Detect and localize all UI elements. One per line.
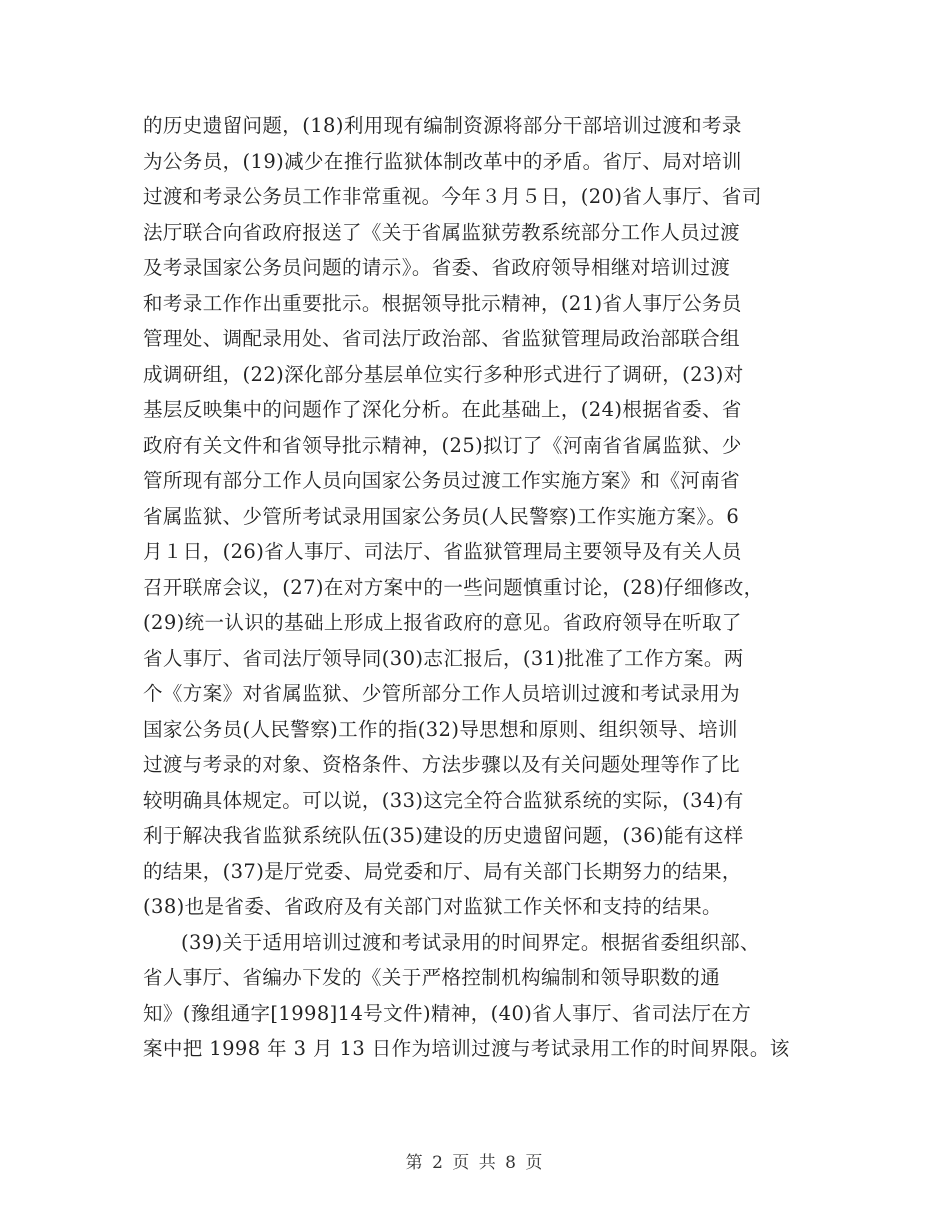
body-text xyxy=(143,108,823,1067)
text-line: 过渡和考录公务员工作非常重视。今年３月５日，(20)省人事厅、省司 xyxy=(143,185,762,208)
text-line: 省属监狱、少管所考试录用国家公务员(人民警察)工作实施方案》。6 xyxy=(143,504,740,528)
page-number-footer: 第 2 页 共 8 页 xyxy=(405,1153,545,1173)
paragraph-first-line: (39)关于适用培训过渡和考试录用的时间界定。根据省委组织部、 xyxy=(181,930,760,954)
text-line: 管理处、调配录用处、省司法厅政治部、省监狱管理局政治部联合组 xyxy=(143,327,741,350)
text-line: 及考录国家公务员问题的请示》。省委、省政府领导相继对培训过渡 xyxy=(143,256,731,279)
text-line: 和考录工作作出重要批示。根据领导批示精神，(21)省人事厅公务员 xyxy=(143,291,742,315)
text-line: (38)也是省委、省政府及有关部门对监狱工作关怀和支持的结果。 xyxy=(143,895,722,918)
text-line: 较明确具体规定。可以说，(33)这完全符合监狱系统的实际，(34)有 xyxy=(143,788,744,812)
text-line: 为公务员，(19)减少在推行监狱体制改革中的矛盾。省厅、局对培训 xyxy=(143,149,742,173)
text-line: (29)统一认识的基础上形成上报省政府的意见。省政府领导在听取了 xyxy=(143,611,742,634)
text-line: 管所现有部分工作人员向国家公务员过渡工作实施方案》和《河南省 xyxy=(143,469,741,492)
text-line: 的历史遗留问题，(18)利用现有编制资源将部分干部培训过渡和考录 xyxy=(143,114,742,137)
text-line: 案中把 1998 年 3 月 13 日作为培训过渡与考试录用工作的时间界限。该 xyxy=(143,1037,790,1060)
text-line: 过渡与考录的对象、资格条件、方法步骤以及有关问题处理等作了比 xyxy=(143,753,741,776)
text-line: 国家公务员(人民警察)工作的指(32)导思想和原则、组织领导、培训 xyxy=(143,717,738,741)
text-line: 的结果，(37)是厅党委、局党委和厅、局有关部门长期努力的结果， xyxy=(143,859,742,883)
text-line: 召开联席会议，(27)在对方案中的一些问题慎重讨论，(28)仔细修改， xyxy=(143,575,764,599)
text-line: 个《方案》对省属监狱、少管所部分工作人员培训过渡和考试录用为 xyxy=(143,682,741,705)
text-line: 成调研组，(22)深化部分基层单位实行多种形式进行了调研，(23)对 xyxy=(143,362,744,386)
text-line: 法厅联合向省政府报送了《关于省属监狱劳教系统部分工作人员过渡 xyxy=(143,220,741,244)
text-line: 知》(豫组通字[1998]14号文件)精神，(40)省人事厅、省司法厅在方 xyxy=(143,1001,752,1025)
text-line: 基层反映集中的问题作了深化分析。在此基础上，(24)根据省委、省 xyxy=(143,398,742,421)
text-line: 省人事厅、省编办下发的《关于严格控制机构编制和领导职数的通 xyxy=(143,966,721,989)
text-line: 利于解决我省监狱系统队伍(35)建设的历史遗留问题，(36)能有这样 xyxy=(143,824,744,847)
text-line: 省人事厅、省司法厅领导同(30)志汇报后，(31)批准了工作方案。两 xyxy=(143,646,744,670)
text-line: 月１日，(26)省人事厅、司法厅、省监狱管理局主要领导及有关人员 xyxy=(143,540,742,563)
text-line: 政府有关文件和省领导批示精神，(25)拟订了《河南省省属监狱、少 xyxy=(143,433,742,457)
